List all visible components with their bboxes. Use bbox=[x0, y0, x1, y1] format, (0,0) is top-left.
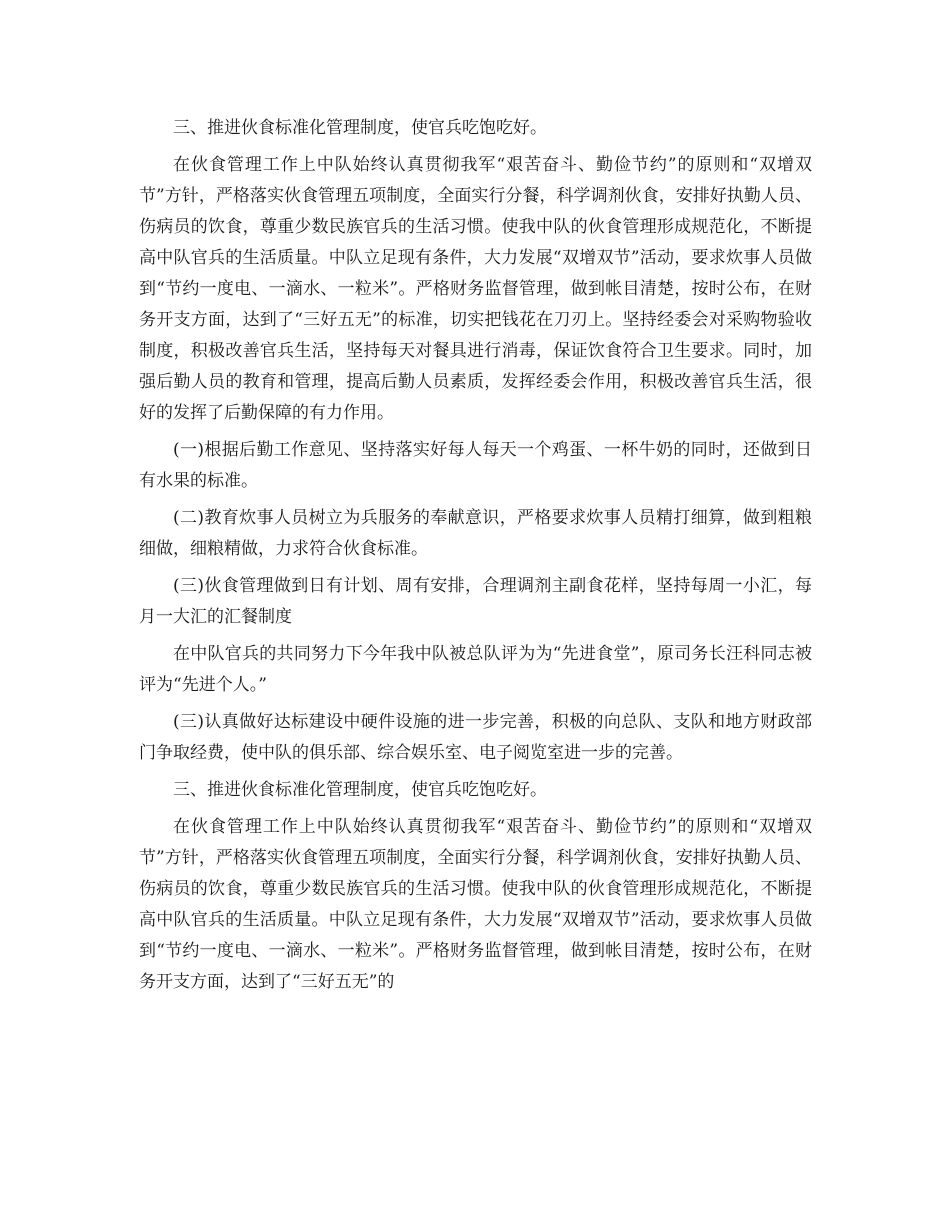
body-paragraph: 在伙食管理工作上中队始终认真贯彻我军“艰苦奋斗、勤俭节约”的原则和“双增双节”方针，严格落实伙食管理五项制度，全面实行分餐，科学调剂伙食，安排好执勤人员、伤病员的饮食，尊重少数民族官兵的生活习惯。使我中队的伙食管理形成规范化，不断提高中队官兵的生活质量。中队立足现有条件，大力发展“双增双节”活动，要求炊事人员做到“节约一度电、一滴水、一粒米”。严格财务监督管理，做到帐目清楚，按时公布，在财务开支方面，达到了“三好五无”的 bbox=[139, 817, 812, 992]
section-heading: 三、推进伙食标准化管理制度，使官兵吃饱吃好。 bbox=[173, 118, 547, 138]
list-item: (三)伙食管理做到日有计划、周有安排，合理调剂主副食花样，坚持每周一小汇，每月一大汇的汇餐制度 bbox=[139, 576, 812, 627]
section-heading: 三、推进伙食标准化管理制度，使官兵吃饱吃好。 bbox=[173, 780, 547, 800]
list-item: (一)根据后勤工作意见、坚持落实好每人每天一个鸡蛋、一杯牛奶的同时，还做到日有水果的标准。 bbox=[139, 440, 812, 491]
body-paragraph: 在中队官兵的共同努力下今年我中队被总队评为为“先进食堂”，原司务长汪科同志被评为“先进个人。” bbox=[139, 644, 812, 695]
body-paragraph: 在伙食管理工作上中队始终认真贯彻我军“艰苦奋斗、勤俭节约”的原则和“双增双节”方针，严格落实伙食管理五项制度，全面实行分餐，科学调剂伙食，安排好执勤人员、伤病员的饮食，尊重少数民族官兵的生活习惯。使我中队的伙食管理形成规范化，不断提高中队官兵的生活质量。中队立足现有条件，大力发展“双增双节”活动，要求炊事人员做到“节约一度电、一滴水、一粒米”。严格财务监督管理，做到帐目清楚，按时公布，在财务开支方面，达到了“三好五无”的标准，切实把钱花在刀刃上。坚持经委会对采购物验收制度，积极改善官兵生活，坚持每天对餐具进行消毒，保证饮食符合卫生要求。同时，加强后勤人员的教育和管理，提高后勤人员素质，发挥经委会作用，积极改善官兵生活，很好的发挥了后勤保障的有力作用。 bbox=[139, 155, 812, 423]
document-body bbox=[139, 113, 812, 1004]
list-item: (三)认真做好达标建设中硬件设施的进一步完善，积极的向总队、支队和地方财政部门争取经费，使中队的俱乐部、综合娱乐室、电子阅览室进一步的完善。 bbox=[139, 712, 812, 763]
list-item: (二)教育炊事人员树立为兵服务的奉献意识，严格要求炊事人员精打细算，做到粗粮细做，细粮精做，力求符合伙食标准。 bbox=[139, 508, 812, 559]
